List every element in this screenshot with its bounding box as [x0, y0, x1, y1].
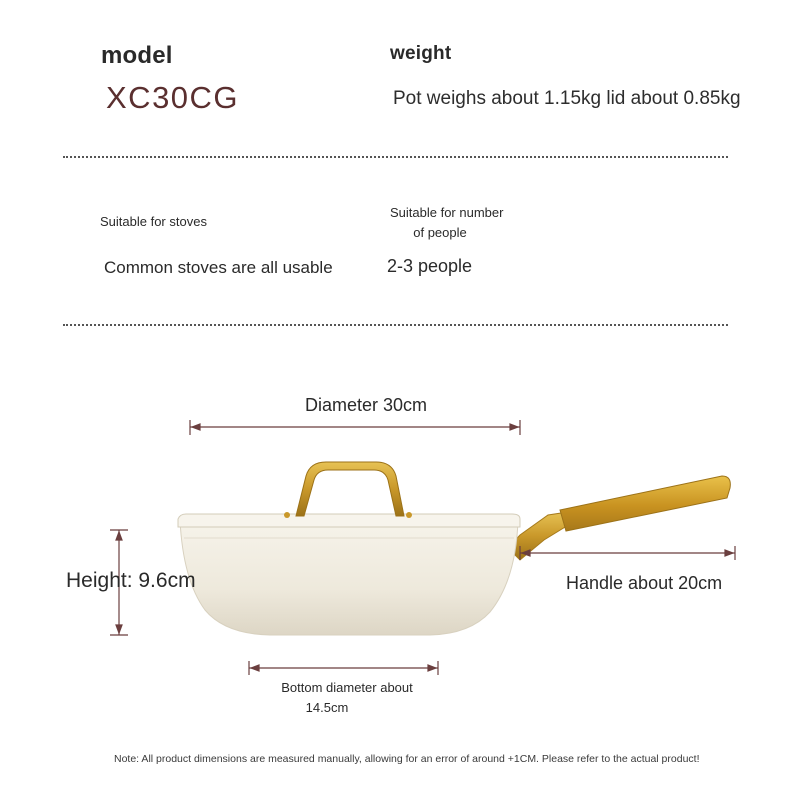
- weight-label: weight: [390, 43, 452, 64]
- stoves-value: Common stoves are all usable: [104, 258, 333, 277]
- bottom-diameter-line2: 14.5cm: [305, 700, 349, 715]
- people-label-line2: of people: [413, 225, 467, 240]
- diameter-line: [190, 420, 520, 435]
- people-label-line1: Suitable for number: [390, 205, 504, 220]
- weight-value: Pot weighs about 1.15kg lid about 0.85kg: [393, 88, 741, 109]
- height-label: Height: 9.6cm: [66, 569, 196, 592]
- model-value: XC30CG: [106, 80, 240, 115]
- bottom-diameter-line1: Bottom diameter about: [281, 680, 413, 695]
- diameter-label: Diameter 30cm: [305, 395, 428, 415]
- pan-rim: [178, 514, 520, 527]
- bottom-diameter-line: [249, 661, 438, 675]
- people-value: 2-3 people: [387, 256, 473, 276]
- lid-handle: [296, 462, 404, 516]
- measurement-note: Note: All product dimensions are measured manually, allowing for an error of around +1CM. Please refer to the actual product!: [114, 753, 700, 765]
- handle-line: [520, 546, 735, 560]
- pan-body: [180, 520, 518, 635]
- bottom-diameter-label: [262, 678, 432, 718]
- pan-handle: [560, 476, 730, 531]
- handle-length-label: Handle about 20cm: [566, 573, 723, 593]
- model-label: model: [101, 42, 173, 69]
- stoves-label: Suitable for stoves: [100, 214, 207, 229]
